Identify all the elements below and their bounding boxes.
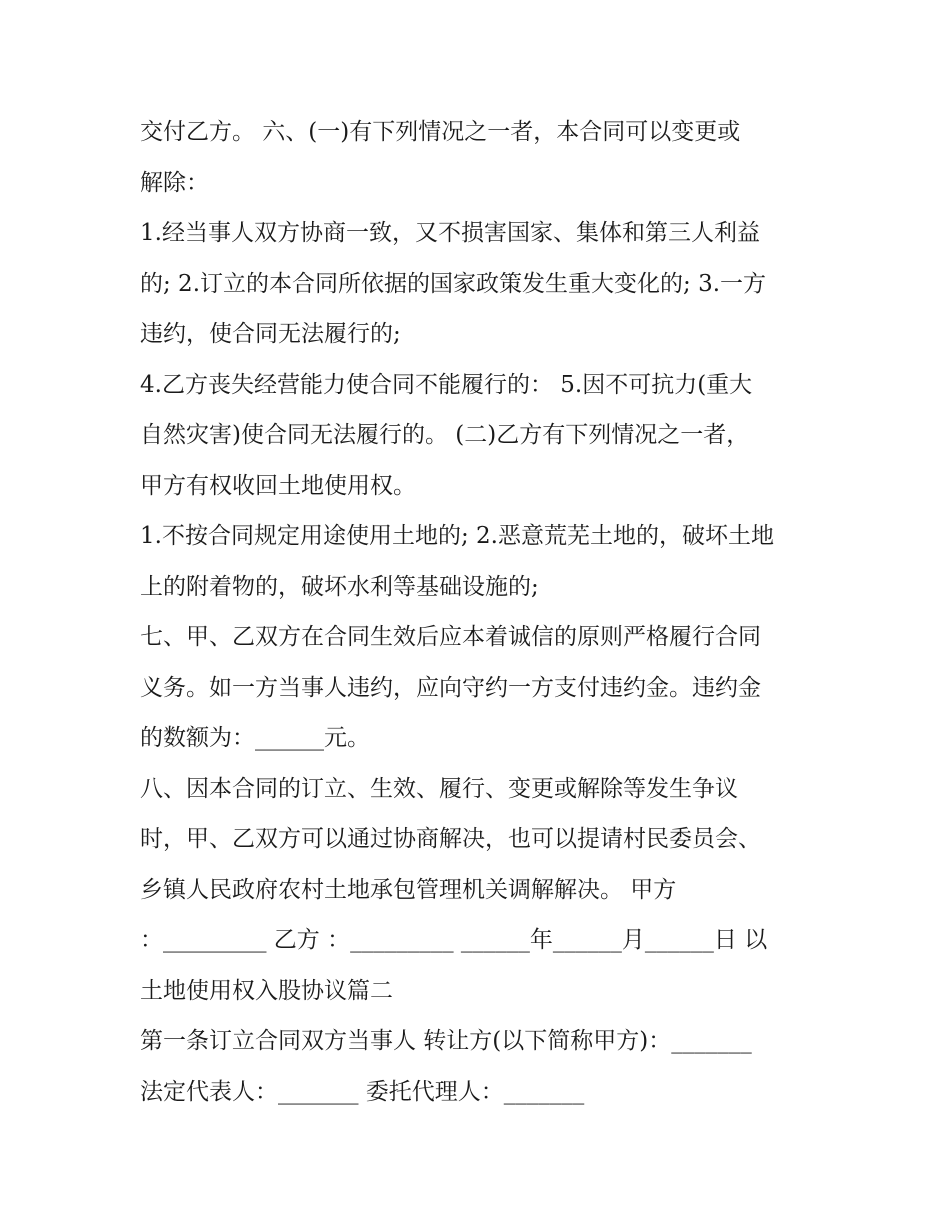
text-line: ：_________ 乙方 ：_________ ______年______月______日 以 [140,927,768,953]
text-line: 乡镇人民政府农村土地承包管理机关调解解决。 甲方 [140,876,677,903]
text-line: 1.不按合同规定用途使用土地的; 2.恶意荒芜土地的，破坏土地 [140,523,774,549]
text-line: 违约，使合同无法履行的; [140,321,401,347]
text-line: 的数额为：______元。 [140,725,370,751]
text-line: 法定代表人：_______ 委托代理人：_______ [140,1078,585,1105]
text-line: 第一条订立合同双方当事人 转让方(以下简称甲方)：_______ [140,1028,752,1054]
section-heading: 土地使用权入股协议篇二 [140,977,393,1004]
document-body [140,107,815,1117]
text-line: 义务。如一方当事人违约，应向守约一方支付违约金。违约金 [140,674,761,701]
text-line: 1.经当事人双方协商一致，又不损害国家、集体和第三人利益 [140,220,760,246]
text-line: 甲方有权收回土地使用权。 [140,472,416,499]
text-line: 八、因本合同的订立、生效、履行、变更或解除等发生争议 [140,775,738,802]
text-line: 七、甲、乙双方在合同生效后应本着诚信的原则严格履行合同 [140,624,761,650]
text-line: 自然灾害)使合同无法履行的。 (二)乙方有下列情况之一者， [140,422,750,448]
text-line: 交付乙方。 六、(一)有下列情况之一者，本合同可以变更或 [140,119,741,145]
text-line: 4.乙方丧失经营能力使合同不能履行的： 5.因不可抗力(重大 [140,371,753,398]
text-line: 时，甲、乙双方可以通过协商解决，也可以提请村民委员会、 [140,826,761,852]
text-line: 上的附着物的，破坏水利等基础设施的; [140,573,539,600]
text-line: 的; 2.订立的本合同所依据的国家政策发生重大变化的; 3.一方 [140,270,767,297]
text-line: 解除： [140,169,209,196]
